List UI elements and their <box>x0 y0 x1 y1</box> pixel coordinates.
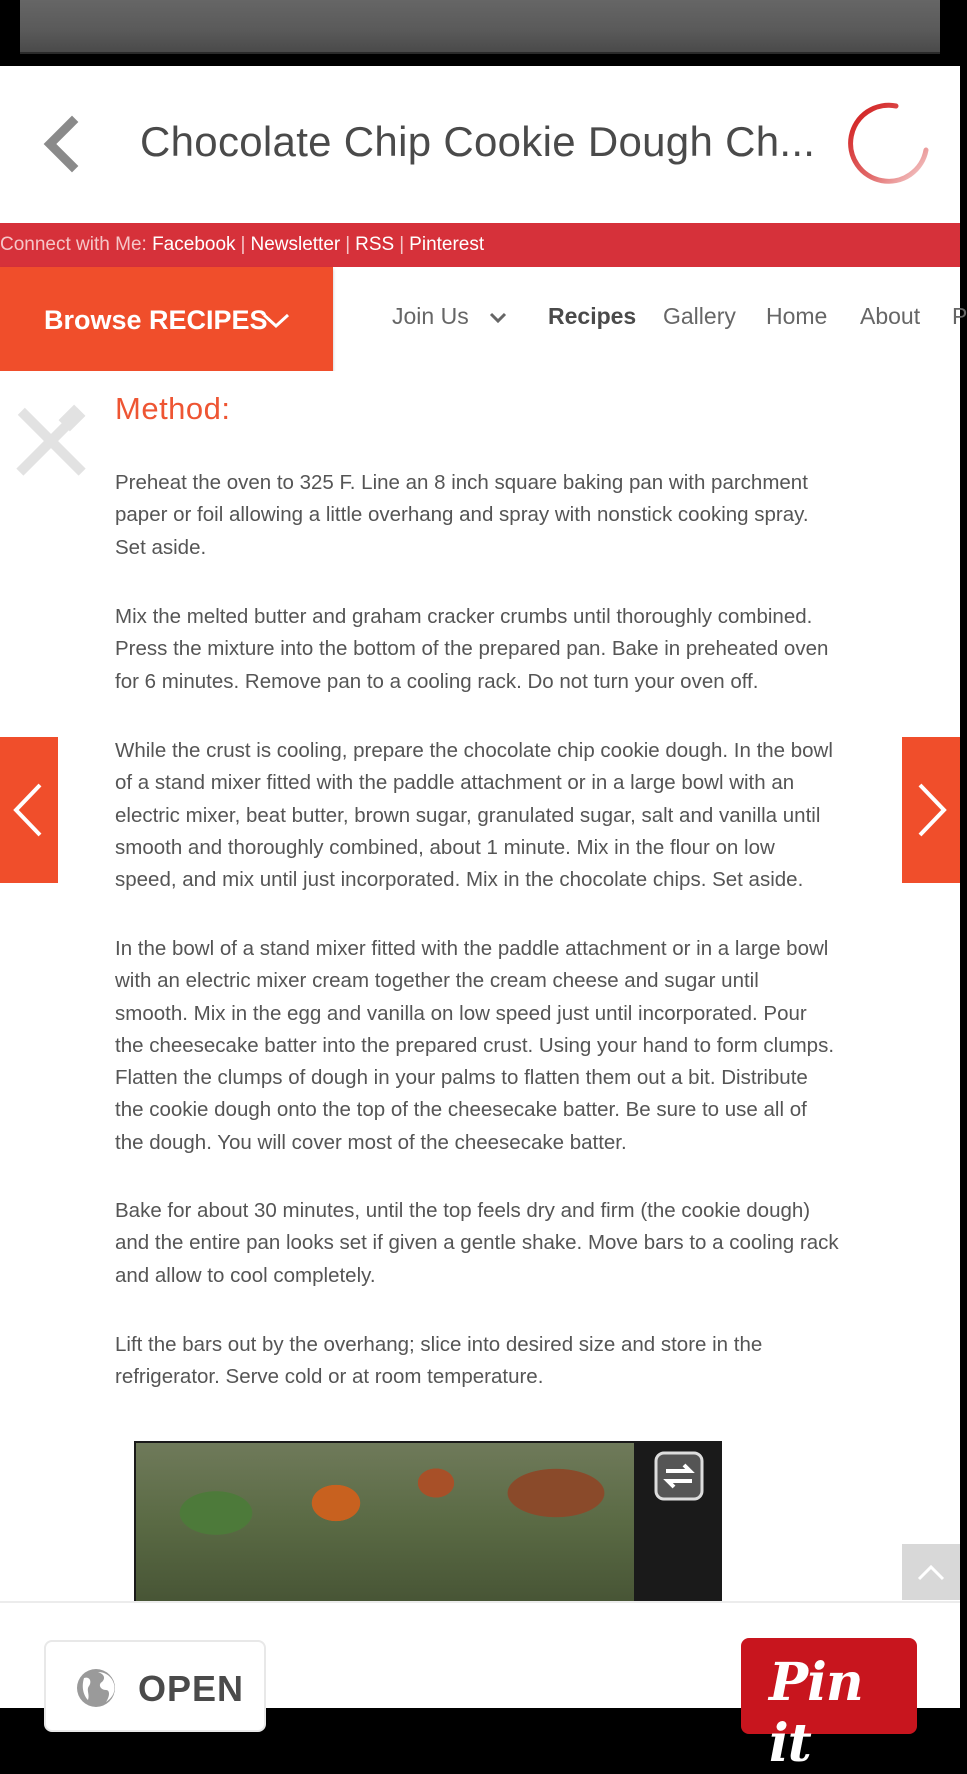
text-line: smooth and thoroughly combined, about 1 minute. Mix in the flour on low <box>115 835 775 859</box>
chevron-down-icon <box>489 312 507 324</box>
arrow-up-icon <box>902 1544 960 1600</box>
ad-banner[interactable] <box>134 1441 722 1611</box>
chevron-down-icon <box>262 313 290 329</box>
text-line: smooth. Mix in the egg and vanilla on low speed just until incorporated. Pour <box>115 1001 807 1025</box>
arrow-left-icon <box>0 737 58 883</box>
method-paragraph <box>115 735 845 896</box>
text-line: refrigerator. Serve cold or at room temperature. <box>115 1365 544 1389</box>
header <box>0 66 960 222</box>
page-title: Chocolate Chip Cookie Dough Ch... <box>140 118 816 165</box>
nav-item-gallery[interactable]: Gallery <box>663 303 736 329</box>
text-line: of a stand mixer fitted with the paddle attachment or in a large bowl with an <box>115 771 795 795</box>
newsletter-link[interactable]: Newsletter <box>250 234 341 255</box>
pin-sheet <box>0 66 967 1774</box>
social-bar <box>0 223 960 267</box>
text-line: While the crust is cooling, prepare the chocolate chip cookie dough. In the bowl <box>115 739 833 762</box>
text-line: Bake for about 30 minutes, until the top feels dry and firm (the cookie dough) <box>115 1199 811 1222</box>
method-paragraph <box>115 933 845 1159</box>
divider: | <box>240 234 246 255</box>
nav-item-about[interactable]: About <box>860 303 921 329</box>
bottom-action-bar <box>0 1601 960 1774</box>
arrow-right-icon <box>902 737 960 883</box>
divider: | <box>399 234 405 255</box>
open-label: OPEN <box>138 1668 245 1709</box>
text-line: paper or foil allowing a little overhang and spray with nonstick cooking spray. <box>115 503 809 527</box>
browse-recipes-button[interactable] <box>0 267 333 377</box>
divider: | <box>345 234 351 255</box>
browse-recipes-label: Browse RECIPES <box>44 305 268 335</box>
recipe-content <box>0 371 960 1601</box>
method-paragraph <box>115 467 845 564</box>
text-line: Preheat the oven to 325 F. Line an 8 inch square baking pan with parchment <box>115 471 808 494</box>
method-heading: Method: <box>115 391 231 426</box>
utensils-icon <box>10 407 90 475</box>
method-paragraph <box>115 1195 845 1292</box>
open-button[interactable] <box>44 1640 266 1732</box>
pin-it-button[interactable] <box>741 1638 917 1774</box>
text-line: electric mixer, beat butter, brown sugar, granulated sugar, salt and vanilla until <box>115 803 821 827</box>
site-nav <box>0 267 967 373</box>
text-line: and the entire pan looks set if given a gentle shake. Move bars to a cooling rack <box>115 1231 839 1255</box>
text-line: with an electric mixer cream together the cream cheese and sugar until <box>115 969 759 993</box>
text-line: Press the mixture into the bottom of the prepared pan. Bake in preheated oven <box>115 637 829 661</box>
rss-link[interactable]: RSS <box>355 234 395 255</box>
social-prefix: Connect with Me: <box>0 234 147 255</box>
nav-item-join-us[interactable] <box>392 303 507 330</box>
globe-icon <box>76 1668 116 1708</box>
facebook-link[interactable]: Facebook <box>152 234 236 255</box>
chevron-left-icon[interactable] <box>38 116 88 172</box>
nav-item-label: Join Us <box>392 303 469 329</box>
status-bar <box>20 0 940 54</box>
text-line: Flatten the clumps of dough in your palms to flatten them out a bit. Distribute <box>115 1066 808 1090</box>
pinterest-link[interactable]: Pinterest <box>409 234 485 255</box>
method-paragraph <box>115 601 845 698</box>
text-line: the dough. You will cover most of the cheesecake batter. <box>115 1130 627 1154</box>
method-paragraph <box>115 1329 845 1394</box>
previous-arrow-button[interactable] <box>0 737 58 883</box>
nav-item-home[interactable]: Home <box>766 303 828 329</box>
scroll-to-top-button[interactable] <box>902 1544 960 1600</box>
pin-it-label: Pin it <box>769 1652 863 1774</box>
text-line: and allow to cool completely. <box>115 1263 376 1287</box>
text-line: the cookie dough onto the top of the cheesecake batter. Be sure to use all of <box>115 1098 807 1122</box>
text-line: Lift the bars out by the overhang; slice into desired size and store in the <box>115 1333 763 1356</box>
loading-spinner-icon <box>844 100 932 188</box>
refresh-icon[interactable] <box>654 1451 704 1501</box>
text-line: the cheesecake batter into the prepared crust. Using your hand to form clumps. <box>115 1033 835 1057</box>
text-line: In the bowl of a stand mixer fitted with the paddle attachment or in a large bowl <box>115 937 829 960</box>
text-line: for 6 minutes. Remove pan to a cooling rack. Do not turn your oven off. <box>115 669 759 693</box>
text-line: Set aside. <box>115 535 207 559</box>
next-arrow-button[interactable] <box>902 737 960 883</box>
nav-item-partial[interactable]: P <box>952 303 967 329</box>
nav-item-recipes[interactable]: Recipes <box>548 303 637 329</box>
text-line: speed, and mix until just incorporated. Mix in the chocolate chips. Set aside. <box>115 868 804 892</box>
text-line: Mix the melted butter and graham cracker crumbs until thoroughly combined. <box>115 605 813 628</box>
